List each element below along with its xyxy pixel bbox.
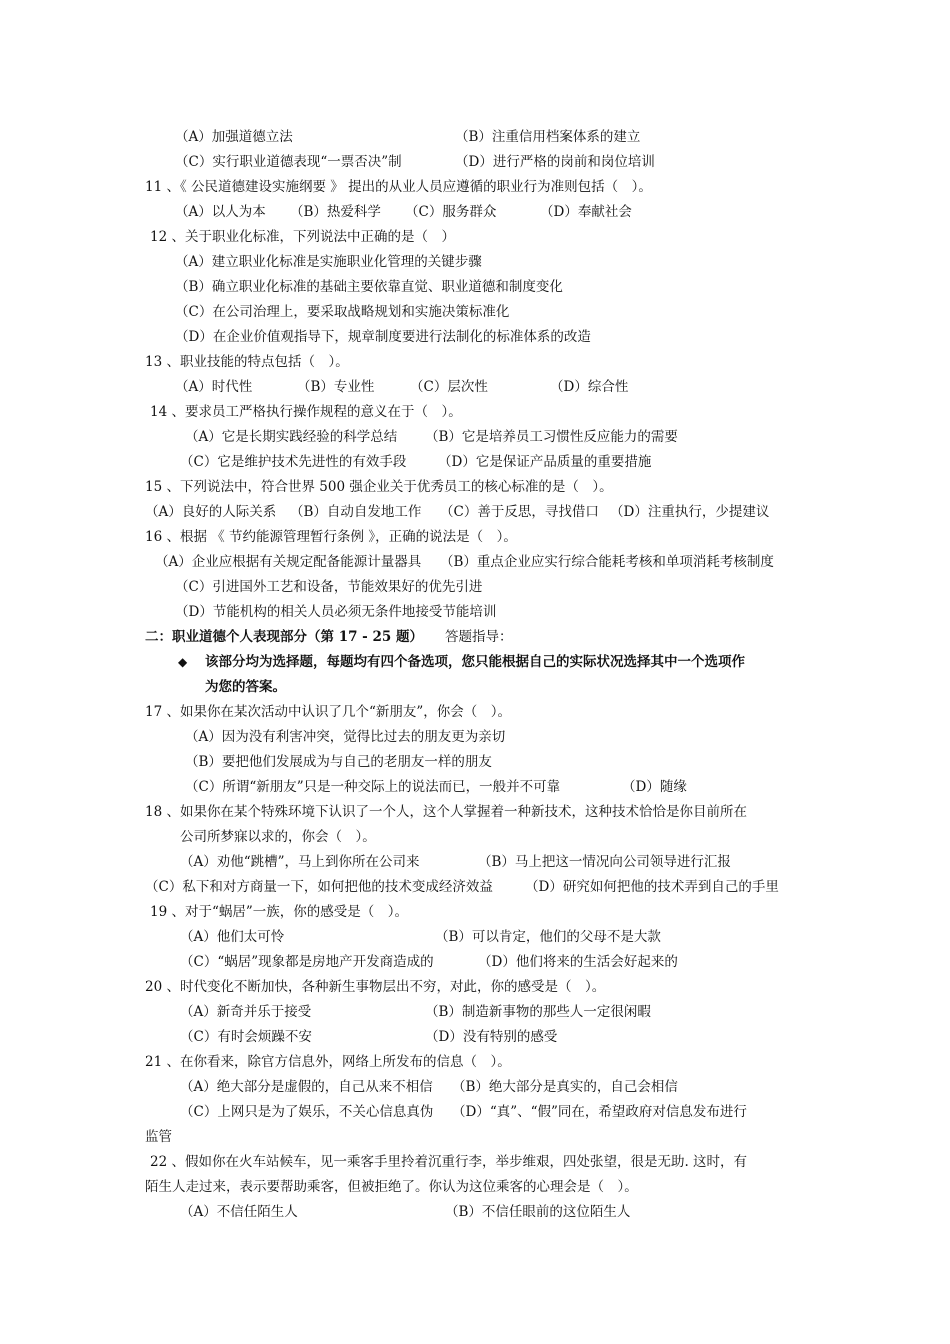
q18-stem-line1: 18 、如果你在某个特殊环境下认识了一个人，这个人掌握着一种新技术，这种技术恰恰是你目前所在 (145, 804, 747, 820)
q17-stem: 17 、如果你在某次活动中认识了几个“新朋友”，你会（ ）。 (145, 704, 512, 720)
q11-option-a: （A）以人为本 (175, 204, 266, 220)
q11-option-c: （C）服务群众 (405, 204, 497, 220)
q18-option-b: （B）马上把这一情况向公司领导进行汇报 (478, 854, 731, 870)
q20-stem: 20 、时代变化不断加快，各种新生事物层出不穷，对此，你的感受是（ ）。 (145, 979, 606, 995)
q11-option-d: （D）奉献社会 (540, 204, 632, 220)
q14-option-d: （D）它是保证产品质量的重要措施 (438, 454, 652, 470)
q19-option-a: （A）他们太可怜 (180, 929, 285, 945)
q19-option-c: （C）“蜗居”现象都是房地产开发商造成的 (180, 954, 434, 970)
q18-stem-line2: 公司所梦寐以求的，你会（ ）。 (180, 829, 376, 845)
q13-option-d: （D）综合性 (550, 379, 629, 395)
q20-option-c: （C）有时会烦躁不安 (180, 1029, 312, 1045)
q18-option-c: （C）私下和对方商量一下，如何把他的技术变成经济效益 (145, 879, 493, 895)
q18-option-d: （D）研究如何把他的技术弄到自己的手里 (525, 879, 779, 895)
q21-option-a: （A）绝大部分是虚假的，自己从来不相信 (180, 1079, 433, 1095)
diamond-bullet-icon: ◆ (178, 655, 188, 669)
q13-option-a: （A）时代性 (175, 379, 253, 395)
q16-option-c: （C）引进国外工艺和设备，节能效果好的优先引进 (175, 579, 483, 595)
guide-text-line2: 为您的答案。 (205, 679, 286, 695)
q21-option-b: （B）绝大部分是真实的，自己会相信 (452, 1079, 678, 1095)
q18-option-a: （A）劝他“跳槽”，马上到你所在公司来 (180, 854, 420, 870)
q15-option-c: （C）善于反思，寻找借口 (440, 504, 599, 520)
q12-stem: 12 、关于职业化标准，下列说法中正确的是（ ） (150, 229, 455, 245)
q19-option-b: （B）可以肯定，他们的父母不是大款 (435, 929, 661, 945)
q20-option-a: （A）新奇并乐于接受 (180, 1004, 312, 1020)
q15-option-a: （A）良好的人际关系 (145, 504, 277, 520)
q17-option-c: （C）所谓“新朋友”只是一种交际上的说法而已，一般并不可靠 (185, 779, 561, 795)
q11-stem: 11 、《 公民道德建设实施纲要 》 提出的从业人员应遵循的职业行为准则包括（ ）。 (145, 179, 652, 195)
q22-stem-line2: 陌生人走过来，表示要帮助乘客，但被拒绝了。你认为这位乘客的心理会是（ ）。 (145, 1179, 638, 1195)
q15-stem: 15 、下列说法中，符合世界 500 强企业关于优秀员工的核心标准的是（ ）。 (145, 479, 613, 495)
q19-stem: 19 、对于“蜗居”一族，你的感受是（ ）。 (150, 904, 409, 920)
q17-option-d: （D）随缘 (622, 779, 687, 795)
q14-option-b: （B）它是培养员工习惯性反应能力的需要 (425, 429, 678, 445)
q15-option-b: （B）自动自发地工作 (290, 504, 422, 520)
q17-option-b: （B）要把他们发展成为与自己的老朋友一样的朋友 (185, 754, 492, 770)
q20-option-b: （B）制造新事物的那些人一定很闲暇 (425, 1004, 651, 1020)
section-heading: 二：职业道德个人表现部分（第 17 - 25 题） (145, 629, 423, 645)
q10-option-c: （C）实行职业道德表现“一票否决”制 (175, 154, 402, 170)
q21-option-d: （D）“真”、“假”同在，希望政府对信息发布进行 (452, 1104, 747, 1120)
q10-option-b: （B）注重信用档案体系的建立 (455, 129, 641, 145)
q16-option-a: （A）企业应根据有关规定配备能源计量器具 (155, 554, 422, 570)
answer-guide-label: 答题指导： (445, 629, 513, 645)
q13-stem: 13 、职业技能的特点包括（ ）。 (145, 354, 349, 370)
q16-option-b: （B）重点企业应实行综合能耗考核和单项消耗考核制度 (440, 554, 774, 570)
q21-option-d-cont: 监管 (145, 1129, 172, 1145)
q15-option-d: （D）注重执行，少提建议 (610, 504, 770, 520)
q12-option-a: （A）建立职业化标准是实施职业化管理的关键步骤 (175, 254, 482, 270)
q12-option-b: （B）确立职业化标准的基础主要依靠直觉、职业道德和制度变化 (175, 279, 563, 295)
q22-option-a: （A）不信任陌生人 (180, 1204, 298, 1220)
q14-option-a: （A）它是长期实践经验的科学总结 (185, 429, 398, 445)
q13-option-c: （C）层次性 (410, 379, 488, 395)
guide-text-line1: 该部分均为选择题，每题均有四个备选项，您只能根据自己的实际状况选择其中一个选项作 (205, 654, 745, 670)
q21-stem: 21 、在你看来，除官方信息外，网络上所发布的信息（ ）。 (145, 1054, 511, 1070)
q20-option-d: （D）没有特别的感受 (425, 1029, 558, 1045)
q13-option-b: （B）专业性 (297, 379, 375, 395)
q10-option-d: （D）进行严格的岗前和岗位培训 (455, 154, 655, 170)
q14-stem: 14 、要求员工严格执行操作规程的意义在于（ ）。 (150, 404, 462, 420)
q11-option-b: （B）热爱科学 (290, 204, 381, 220)
q21-option-c: （C）上网只是为了娱乐，不关心信息真伪 (180, 1104, 434, 1120)
q14-option-c: （C）它是维护技术先进性的有效手段 (180, 454, 407, 470)
q10-option-a: （A）加强道德立法 (175, 129, 293, 145)
q22-stem-line1: 22 、假如你在火车站候车，见一乘客手里拎着沉重行李，举步维艰，四处张望，很是无助. 这时，有 (150, 1154, 748, 1170)
q19-option-d: （D）他们将来的生活会好起来的 (478, 954, 678, 970)
q16-option-d: （D）节能机构的相关人员必须无条件地接受节能培训 (175, 604, 497, 620)
q16-stem: 16 、根据 《 节约能源管理暂行条例 》，正确的说法是（ ）。 (145, 529, 517, 545)
q12-option-c: （C）在公司治理上，要采取战略规划和实施决策标准化 (175, 304, 510, 320)
q17-option-a: （A）因为没有利害冲突，觉得比过去的朋友更为亲切 (185, 729, 506, 745)
q12-option-d: （D）在企业价值观指导下，规章制度要进行法制化的标准体系的改造 (175, 329, 591, 345)
q22-option-b: （B）不信任眼前的这位陌生人 (445, 1204, 631, 1220)
